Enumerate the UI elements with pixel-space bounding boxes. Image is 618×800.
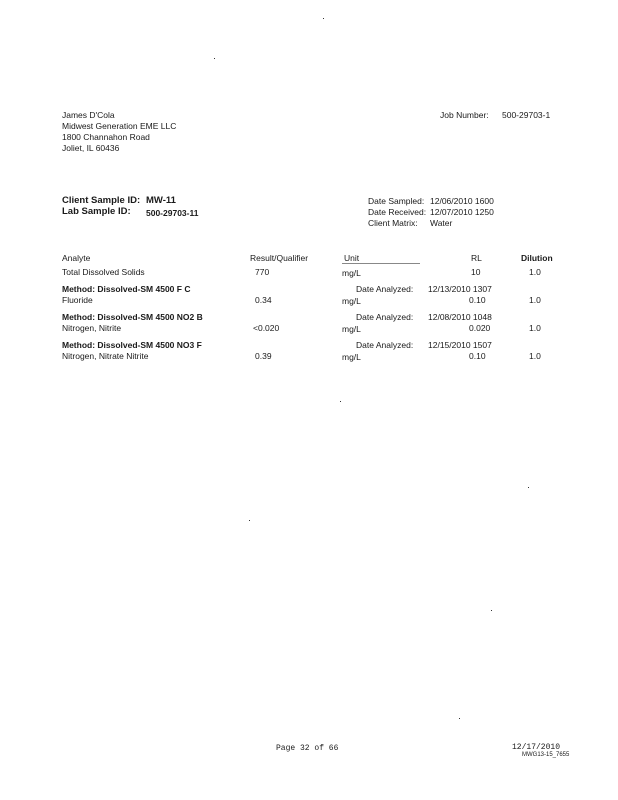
lab-sample-id-label: Lab Sample ID:: [62, 206, 131, 217]
dilution-nitrite: 1.0: [529, 323, 541, 333]
client-sample-id-label: Client Sample ID:: [62, 195, 141, 206]
method-fluoride: Method: Dissolved-SM 4500 F C: [62, 284, 191, 294]
result-nitrite: <0.020: [253, 323, 280, 333]
analyte-nitrate-nitrite: Nitrogen, Nitrate Nitrite: [62, 351, 149, 361]
scan-speck: [214, 58, 215, 59]
date-sampled: 12/06/2010 1600: [430, 196, 494, 206]
header-rl: RL: [471, 253, 482, 263]
client-city: Joliet, IL 60436: [62, 143, 120, 153]
date-analyzed-label-3: Date Analyzed:: [356, 340, 414, 350]
client-matrix: Water: [430, 218, 453, 228]
job-number-value: 500-29703-1: [502, 110, 551, 120]
date-received-label: Date Received:: [368, 207, 427, 217]
date-analyzed-label-1: Date Analyzed:: [356, 284, 414, 294]
rl-fluoride: 0.10: [469, 295, 486, 305]
analyte-fluoride: Fluoride: [62, 295, 93, 305]
client-name: James D'Cola: [62, 110, 115, 120]
rl-nitrite: 0.020: [469, 323, 491, 333]
dilution-nitrate-nitrite: 1.0: [529, 351, 541, 361]
header-unit: Unit: [344, 253, 360, 263]
scan-speck: [491, 610, 492, 611]
method-nitrite: Method: Dissolved-SM 4500 NO2 B: [62, 312, 203, 322]
scan-speck: [459, 718, 460, 719]
page-number: Page 32 of 66: [276, 744, 339, 753]
unit-underline: [342, 263, 420, 264]
scan-speck: [528, 487, 529, 488]
dilution-fluoride: 1.0: [529, 295, 541, 305]
analyte-nitrite: Nitrogen, Nitrite: [62, 323, 122, 333]
date-analyzed-2: 12/08/2010 1048: [428, 312, 492, 322]
date-analyzed-label-2: Date Analyzed:: [356, 312, 414, 322]
unit-fluoride: mg/L: [342, 296, 361, 306]
header-analyte: Analyte: [62, 253, 91, 263]
date-analyzed-3: 12/15/2010 1507: [428, 340, 492, 350]
unit-tds: mg/L: [342, 268, 361, 278]
date-received: 12/07/2010 1250: [430, 207, 494, 217]
dilution-tds: 1.0: [529, 267, 541, 277]
client-matrix-label: Client Matrix:: [368, 218, 418, 228]
rl-tds: 10: [471, 267, 481, 277]
footer-code: MWG13-15_7655: [522, 752, 570, 758]
unit-nitrate-nitrite: mg/L: [342, 352, 361, 362]
client-street: 1800 Channahon Road: [62, 132, 150, 142]
scan-speck: [340, 401, 341, 402]
footer-date: 12/17/2010: [512, 743, 561, 752]
result-tds: 770: [255, 267, 270, 277]
result-nitrate-nitrite: 0.39: [255, 351, 272, 361]
date-analyzed-1: 12/13/2010 1307: [428, 284, 492, 294]
header-dilution: Dilution: [521, 253, 553, 263]
rl-nitrate-nitrite: 0.10: [469, 351, 486, 361]
scan-speck: [249, 520, 250, 521]
result-fluoride: 0.34: [255, 295, 272, 305]
lab-sample-id: 500-29703-11: [146, 208, 199, 218]
scan-speck: [323, 18, 324, 19]
unit-nitrite: mg/L: [342, 324, 361, 334]
method-nitrate-nitrite: Method: Dissolved-SM 4500 NO3 F: [62, 340, 202, 350]
client-sample-id: MW-11: [146, 195, 176, 206]
client-company: Midwest Generation EME LLC: [62, 121, 177, 131]
date-sampled-label: Date Sampled:: [368, 196, 425, 206]
job-number-label: Job Number:: [440, 110, 489, 120]
analyte-tds: Total Dissolved Solids: [62, 267, 145, 277]
header-result: Result/Qualifier: [250, 253, 309, 263]
